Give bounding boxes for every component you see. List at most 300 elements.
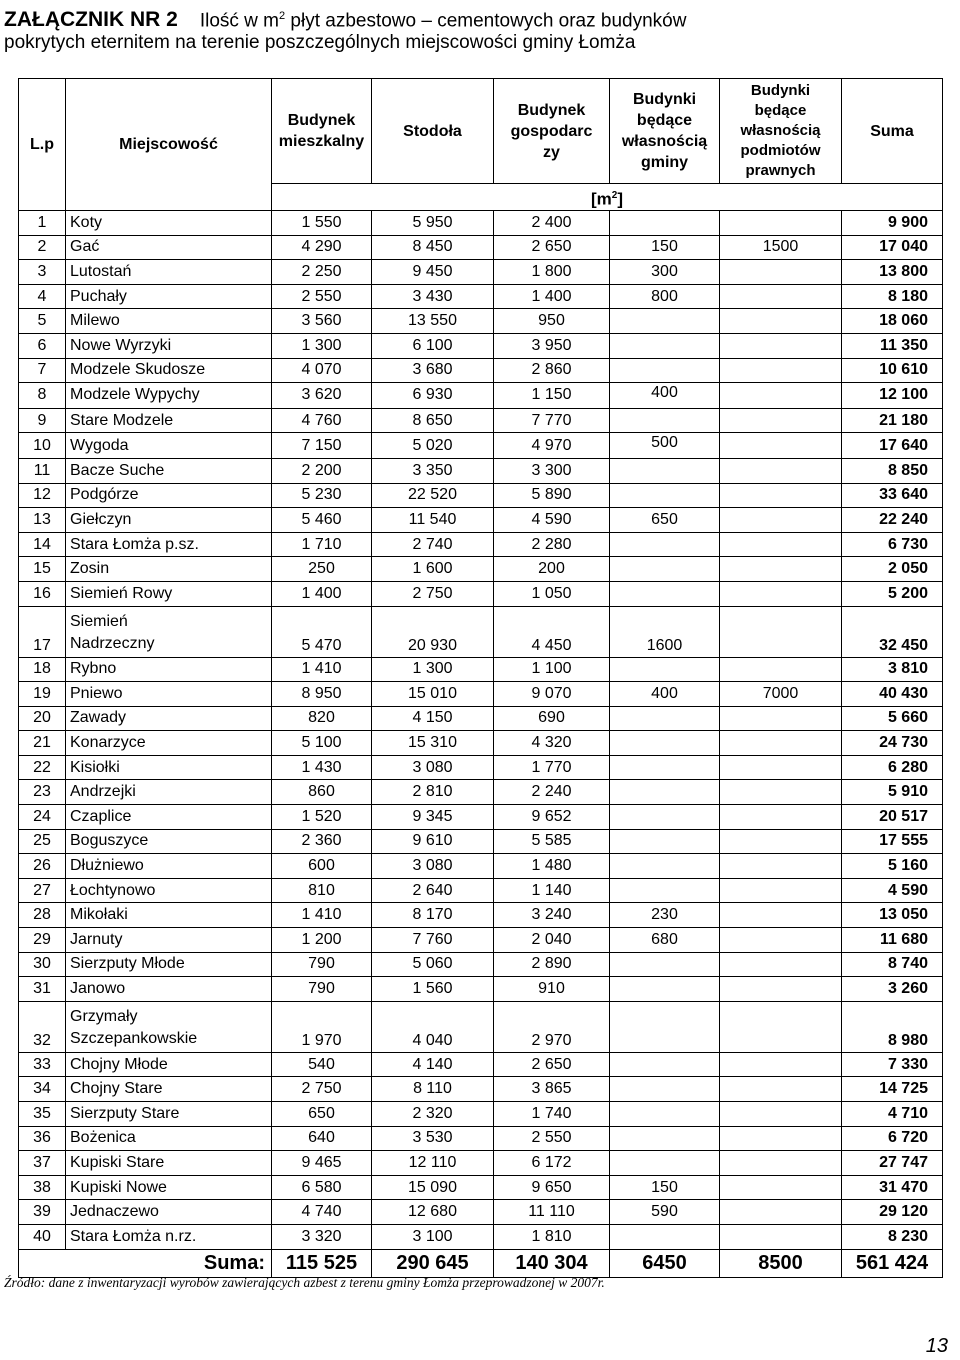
row-municipal — [610, 755, 720, 780]
col-municipal-l3: własnością — [621, 133, 708, 150]
row-lp: 26 — [19, 854, 66, 879]
row-barn: 4 040 — [372, 1001, 494, 1052]
row-legal — [720, 1151, 842, 1176]
row-place: Milewo — [66, 309, 272, 334]
row-residential: 3 620 — [272, 383, 372, 409]
row-place: Nowe Wyrzyki — [66, 333, 272, 358]
row-place: Zawady — [66, 706, 272, 731]
row-residential: 6 580 — [272, 1175, 372, 1200]
row-sum: 8 230 — [842, 1224, 943, 1249]
row-lp: 9 — [19, 408, 66, 433]
row-place — [66, 1001, 272, 1052]
row-lp: 32 — [19, 1001, 66, 1052]
total-barn: 290 645 — [372, 1249, 494, 1277]
row-barn: 8 170 — [372, 903, 494, 928]
row-legal — [720, 333, 842, 358]
row-sum: 5 660 — [842, 706, 943, 731]
row-municipal — [610, 854, 720, 879]
row-lp: 22 — [19, 755, 66, 780]
row-farm: 4 970 — [494, 433, 610, 459]
row-municipal: 680 — [610, 928, 720, 953]
row-municipal — [610, 333, 720, 358]
row-farm: 1 480 — [494, 854, 610, 879]
row-legal — [720, 408, 842, 433]
row-sum: 18 060 — [842, 309, 943, 334]
row-barn: 3 080 — [372, 854, 494, 879]
title-line2: pokrytych eternitem na terenie poszczególnych miejscowości gminy Łomża — [4, 32, 636, 53]
row-place — [66, 606, 272, 657]
table-row — [19, 1001, 943, 1052]
unit-label — [272, 184, 943, 211]
table-row — [19, 260, 943, 285]
row-sum: 13 800 — [842, 260, 943, 285]
row-place: Chojny Młode — [66, 1052, 272, 1077]
col-legal-l5: prawnych — [745, 162, 816, 179]
row-lp: 15 — [19, 557, 66, 582]
row-farm: 1 400 — [494, 284, 610, 309]
source-note: Źródło: dane z inwentaryzacji wyrobów zawierających azbest z terenu gminy Łomża przeprowadzonej w 2007r. — [4, 1275, 605, 1290]
row-lp: 17 — [19, 606, 66, 657]
table-row — [19, 829, 943, 854]
row-farm: 7 770 — [494, 408, 610, 433]
row-residential: 4 740 — [272, 1200, 372, 1225]
row-farm: 2 650 — [494, 1052, 610, 1077]
row-residential: 1 200 — [272, 928, 372, 953]
row-place-line2: Nadrzeczny — [70, 634, 155, 652]
table-row — [19, 508, 943, 533]
row-sum: 4 710 — [842, 1102, 943, 1127]
title-superscript: 2 — [279, 10, 286, 22]
row-barn: 3 100 — [372, 1224, 494, 1249]
col-legal-l3: własnością — [740, 122, 821, 139]
row-residential: 790 — [272, 977, 372, 1002]
row-residential: 1 410 — [272, 657, 372, 682]
col-farm-l2: gospodarc — [510, 122, 593, 140]
row-sum: 8 850 — [842, 458, 943, 483]
row-sum: 6 730 — [842, 532, 943, 557]
table-row — [19, 1151, 943, 1176]
row-sum: 8 740 — [842, 952, 943, 977]
row-place: Kupiski Nowe — [66, 1175, 272, 1200]
row-place: Giełczyn — [66, 508, 272, 533]
row-barn: 2 740 — [372, 532, 494, 557]
col-municipal-l1: Budynki — [632, 91, 697, 108]
table-row — [19, 606, 943, 657]
document-title — [4, 4, 686, 33]
col-lp: L.p — [19, 79, 66, 211]
row-residential: 5 470 — [272, 606, 372, 657]
row-municipal — [610, 458, 720, 483]
row-place: Puchały — [66, 284, 272, 309]
table-row — [19, 928, 943, 953]
totals-label: Suma: — [19, 1249, 272, 1277]
row-sum: 33 640 — [842, 483, 943, 508]
row-farm: 1 150 — [494, 383, 610, 409]
row-farm: 1 800 — [494, 260, 610, 285]
row-sum: 6 280 — [842, 755, 943, 780]
row-barn: 8 650 — [372, 408, 494, 433]
row-barn: 6 100 — [372, 333, 494, 358]
row-farm: 1 140 — [494, 878, 610, 903]
table-row — [19, 780, 943, 805]
row-residential: 4 070 — [272, 358, 372, 383]
row-lp: 19 — [19, 682, 66, 707]
row-sum: 40 430 — [842, 682, 943, 707]
row-place: Łochtynowo — [66, 878, 272, 903]
row-residential: 4 290 — [272, 235, 372, 260]
row-place: Modzele Skudosze — [66, 358, 272, 383]
row-residential: 3 320 — [272, 1224, 372, 1249]
row-place: Stare Modzele — [66, 408, 272, 433]
row-residential: 4 760 — [272, 408, 372, 433]
total-farm: 140 304 — [494, 1249, 610, 1277]
title-line1: Ilość w m — [199, 10, 280, 32]
row-legal — [720, 260, 842, 285]
row-lp: 3 — [19, 260, 66, 285]
row-place-line2: Szczepankowskie — [70, 1029, 198, 1047]
row-place: Boguszyce — [66, 829, 272, 854]
row-residential: 1 430 — [272, 755, 372, 780]
row-farm: 1 740 — [494, 1102, 610, 1127]
row-barn: 5 020 — [372, 433, 494, 459]
col-legal-l2: będące — [754, 102, 807, 119]
col-municipal-l4: gminy — [640, 154, 689, 171]
table-row — [19, 235, 943, 260]
row-barn: 4 150 — [372, 706, 494, 731]
row-sum: 3 810 — [842, 657, 943, 682]
row-lp: 2 — [19, 235, 66, 260]
row-farm: 910 — [494, 977, 610, 1002]
row-place: Gać — [66, 235, 272, 260]
row-legal — [720, 928, 842, 953]
row-sum: 8 980 — [842, 1001, 943, 1052]
row-sum: 9 900 — [842, 211, 943, 236]
row-lp: 4 — [19, 284, 66, 309]
row-barn: 5 060 — [372, 952, 494, 977]
row-farm: 2 040 — [494, 928, 610, 953]
row-legal — [720, 483, 842, 508]
row-residential: 820 — [272, 706, 372, 731]
row-legal — [720, 706, 842, 731]
row-legal — [720, 977, 842, 1002]
row-sum: 22 240 — [842, 508, 943, 533]
table-row — [19, 1077, 943, 1102]
col-farm-l3: zy — [543, 143, 560, 161]
row-residential: 250 — [272, 557, 372, 582]
row-legal — [720, 1175, 842, 1200]
header-row — [19, 79, 943, 184]
row-residential: 640 — [272, 1126, 372, 1151]
table-row — [19, 358, 943, 383]
row-lp: 18 — [19, 657, 66, 682]
row-lp: 23 — [19, 780, 66, 805]
row-lp: 29 — [19, 928, 66, 953]
row-municipal: 300 — [610, 260, 720, 285]
row-place: Dłużniewo — [66, 854, 272, 879]
row-sum: 10 610 — [842, 358, 943, 383]
row-legal — [720, 1224, 842, 1249]
row-sum: 21 180 — [842, 408, 943, 433]
row-place: Sierzputy Młode — [66, 952, 272, 977]
row-legal — [720, 657, 842, 682]
table-row — [19, 458, 943, 483]
row-farm: 200 — [494, 557, 610, 582]
row-lp: 40 — [19, 1224, 66, 1249]
col-place: Miejscowość — [66, 79, 272, 211]
row-farm: 1 810 — [494, 1224, 610, 1249]
table-row — [19, 952, 943, 977]
row-sum: 2 050 — [842, 557, 943, 582]
row-sum: 31 470 — [842, 1175, 943, 1200]
row-place: Sierzputy Stare — [66, 1102, 272, 1127]
row-lp: 24 — [19, 805, 66, 830]
col-legal-l1: Budynki — [750, 82, 811, 99]
row-sum: 5 910 — [842, 780, 943, 805]
row-legal — [720, 878, 842, 903]
row-sum: 24 730 — [842, 731, 943, 756]
row-municipal — [610, 706, 720, 731]
row-municipal: 590 — [610, 1200, 720, 1225]
row-municipal — [610, 780, 720, 805]
row-farm: 4 590 — [494, 508, 610, 533]
row-place: Stara Łomża p.sz. — [66, 532, 272, 557]
row-lp: 39 — [19, 1200, 66, 1225]
row-municipal — [610, 829, 720, 854]
row-residential: 860 — [272, 780, 372, 805]
row-farm: 3 300 — [494, 458, 610, 483]
row-barn: 7 760 — [372, 928, 494, 953]
row-residential: 1 410 — [272, 903, 372, 928]
row-farm: 2 280 — [494, 532, 610, 557]
row-place-line1: Siemień — [70, 612, 128, 630]
row-municipal: 150 — [610, 235, 720, 260]
row-barn: 1 300 — [372, 657, 494, 682]
row-barn: 12 110 — [372, 1151, 494, 1176]
row-municipal — [610, 1102, 720, 1127]
row-sum: 17 040 — [842, 235, 943, 260]
row-place: Wygoda — [66, 433, 272, 459]
row-lp: 21 — [19, 731, 66, 756]
row-place: Stara Łomża n.rz. — [66, 1224, 272, 1249]
row-sum: 4 590 — [842, 878, 943, 903]
row-sum: 6 720 — [842, 1126, 943, 1151]
row-farm: 2 400 — [494, 211, 610, 236]
row-residential: 1 400 — [272, 581, 372, 606]
row-barn: 3 680 — [372, 358, 494, 383]
row-residential: 5 100 — [272, 731, 372, 756]
row-farm: 5 890 — [494, 483, 610, 508]
row-municipal: 500 — [610, 433, 720, 459]
total-residential: 115 525 — [272, 1249, 372, 1277]
table-body — [19, 211, 943, 1250]
row-place: Siemień Rowy — [66, 581, 272, 606]
row-lp: 34 — [19, 1077, 66, 1102]
row-lp: 16 — [19, 581, 66, 606]
row-residential: 2 250 — [272, 260, 372, 285]
row-municipal — [610, 1052, 720, 1077]
row-barn: 3 080 — [372, 755, 494, 780]
row-farm: 4 320 — [494, 731, 610, 756]
row-place: Pniewo — [66, 682, 272, 707]
unit-text: [m — [590, 189, 612, 209]
col-farm — [494, 79, 610, 184]
row-farm: 6 172 — [494, 1151, 610, 1176]
table-row — [19, 1175, 943, 1200]
row-sum: 8 180 — [842, 284, 943, 309]
row-legal: 1500 — [720, 235, 842, 260]
col-barn: Stodoła — [372, 79, 494, 184]
table-row — [19, 383, 943, 409]
row-lp: 25 — [19, 829, 66, 854]
row-municipal — [610, 408, 720, 433]
row-lp: 7 — [19, 358, 66, 383]
row-place-line1: Grzymały — [70, 1007, 138, 1025]
row-legal — [720, 805, 842, 830]
row-legal — [720, 1126, 842, 1151]
page-number: 13 — [925, 1335, 948, 1357]
row-farm: 5 585 — [494, 829, 610, 854]
row-legal — [720, 581, 842, 606]
row-municipal — [610, 557, 720, 582]
row-legal — [720, 606, 842, 657]
row-farm: 1 050 — [494, 581, 610, 606]
row-barn: 3 530 — [372, 1126, 494, 1151]
row-place: Rybno — [66, 657, 272, 682]
row-lp: 37 — [19, 1151, 66, 1176]
total-legal: 8500 — [720, 1249, 842, 1277]
row-farm: 3 240 — [494, 903, 610, 928]
row-residential: 540 — [272, 1052, 372, 1077]
row-sum: 20 517 — [842, 805, 943, 830]
row-municipal: 230 — [610, 903, 720, 928]
row-municipal — [610, 483, 720, 508]
row-lp: 31 — [19, 977, 66, 1002]
row-residential: 7 150 — [272, 433, 372, 459]
table-row — [19, 878, 943, 903]
row-sum: 11 680 — [842, 928, 943, 953]
row-municipal: 650 — [610, 508, 720, 533]
row-lp: 12 — [19, 483, 66, 508]
row-residential: 3 560 — [272, 309, 372, 334]
row-lp: 30 — [19, 952, 66, 977]
table-row — [19, 483, 943, 508]
row-lp: 8 — [19, 383, 66, 409]
row-residential: 2 200 — [272, 458, 372, 483]
row-lp: 5 — [19, 309, 66, 334]
row-municipal — [610, 1077, 720, 1102]
row-sum: 11 350 — [842, 333, 943, 358]
unit-sup: 2 — [611, 189, 618, 201]
row-place: Zosin — [66, 557, 272, 582]
row-place: Jednaczewo — [66, 1200, 272, 1225]
row-legal — [720, 508, 842, 533]
row-place: Bacze Suche — [66, 458, 272, 483]
row-lp: 6 — [19, 333, 66, 358]
row-legal — [720, 755, 842, 780]
table-row — [19, 284, 943, 309]
row-barn: 5 950 — [372, 211, 494, 236]
row-farm: 3 950 — [494, 333, 610, 358]
row-lp: 38 — [19, 1175, 66, 1200]
col-residential-l1: Budynek — [287, 112, 356, 129]
col-farm-l1: Budynek — [517, 101, 586, 119]
row-residential: 2 550 — [272, 284, 372, 309]
row-municipal — [610, 581, 720, 606]
row-farm: 9 650 — [494, 1175, 610, 1200]
row-residential: 650 — [272, 1102, 372, 1127]
row-barn: 11 540 — [372, 508, 494, 533]
table-row — [19, 977, 943, 1002]
row-legal — [720, 1077, 842, 1102]
row-municipal — [610, 1001, 720, 1052]
table-row — [19, 211, 943, 236]
table-row — [19, 309, 943, 334]
row-residential: 1 300 — [272, 333, 372, 358]
row-barn: 2 320 — [372, 1102, 494, 1127]
table-row — [19, 731, 943, 756]
row-sum: 17 640 — [842, 433, 943, 459]
row-legal — [720, 532, 842, 557]
table-row — [19, 854, 943, 879]
table-row — [19, 557, 943, 582]
row-legal — [720, 284, 842, 309]
row-municipal — [610, 211, 720, 236]
row-sum: 7 330 — [842, 1052, 943, 1077]
row-farm: 2 550 — [494, 1126, 610, 1151]
row-residential: 9 465 — [272, 1151, 372, 1176]
row-lp: 33 — [19, 1052, 66, 1077]
row-legal — [720, 383, 842, 409]
row-barn: 1 600 — [372, 557, 494, 582]
table-row — [19, 433, 943, 459]
row-legal — [720, 358, 842, 383]
row-residential: 5 460 — [272, 508, 372, 533]
title-line1-rest: płyt azbestowo – cementowych oraz budynków — [285, 10, 687, 32]
row-barn: 2 750 — [372, 581, 494, 606]
row-municipal: 150 — [610, 1175, 720, 1200]
row-place: Jarnuty — [66, 928, 272, 953]
row-legal — [720, 780, 842, 805]
row-place: Bożenica — [66, 1126, 272, 1151]
row-barn: 12 680 — [372, 1200, 494, 1225]
total-municipal: 6450 — [610, 1249, 720, 1277]
row-sum: 5 160 — [842, 854, 943, 879]
row-municipal — [610, 878, 720, 903]
row-legal — [720, 854, 842, 879]
row-residential: 1 550 — [272, 211, 372, 236]
row-legal — [720, 1200, 842, 1225]
row-lp: 13 — [19, 508, 66, 533]
total-sum: 561 424 — [842, 1249, 943, 1277]
row-farm: 690 — [494, 706, 610, 731]
unit-end: ] — [617, 189, 623, 209]
row-barn: 6 930 — [372, 383, 494, 409]
row-legal — [720, 433, 842, 459]
row-farm: 2 650 — [494, 235, 610, 260]
table-row — [19, 1052, 943, 1077]
row-municipal — [610, 657, 720, 682]
row-farm: 4 450 — [494, 606, 610, 657]
row-lp: 11 — [19, 458, 66, 483]
table-row — [19, 1102, 943, 1127]
row-barn: 22 520 — [372, 483, 494, 508]
row-municipal — [610, 1224, 720, 1249]
row-farm: 2 970 — [494, 1001, 610, 1052]
row-farm: 2 890 — [494, 952, 610, 977]
row-barn: 13 550 — [372, 309, 494, 334]
row-barn: 2 810 — [372, 780, 494, 805]
row-municipal — [610, 532, 720, 557]
